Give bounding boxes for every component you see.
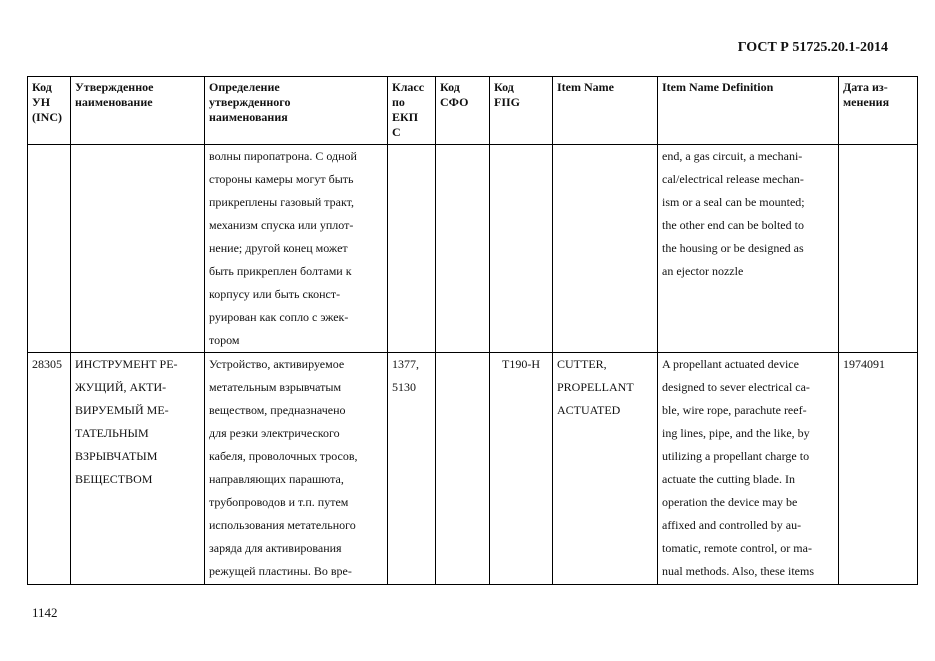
cell-change-date <box>839 145 918 353</box>
cell-sfo-code <box>436 353 490 585</box>
cell-item-name-definition: end, a gas circuit, a mechani- cal/electrical release mechan- ism or a seal can be mounted; the other end can be bolted to the housing or be designed as an ejector nozzle <box>658 145 839 353</box>
catalog-table <box>27 76 918 585</box>
cell-sfo-code <box>436 145 490 353</box>
standard-designation: ГОСТ Р 51725.20.1-2014 <box>737 40 888 55</box>
cell-ekps-class <box>388 145 436 353</box>
table-row <box>28 353 918 585</box>
cell-ekps-class: 1377, 5130 <box>388 353 436 585</box>
cell-inc <box>28 145 71 353</box>
table-row <box>28 145 918 353</box>
cell-fiig-code: T190-H <box>490 353 553 585</box>
cell-item-name: CUTTER, PROPELLANT ACTUATED <box>553 353 658 585</box>
cell-item-name <box>553 145 658 353</box>
cell-definition-ru: Устройство, активируемое метательным взрывчатым веществом, предназначено для резки электрического кабеля, проволочных тросов, направляющих парашюта, трубопроводов и т.п. путем использования метательного заряда для активирования режущей пластины. Во вре- <box>205 353 388 585</box>
col-header-change-date: Дата из- менения <box>839 77 918 145</box>
cell-approved-name <box>71 145 205 353</box>
col-header-inc: Код УН (INC) <box>28 77 71 145</box>
col-header-approved-name: Утвержденное наименование <box>71 77 205 145</box>
cell-inc: 28305 <box>28 353 71 585</box>
col-header-item-name-definition: Item Name Definition <box>658 77 839 145</box>
cell-item-name-definition: A propellant actuated device designed to sever electrical ca- ble, wire rope, parachute reef- ing lines, pipe, and the like, by utilizing a propellant charge to actuate the cutting blade. In operation the device may be affixed and controlled by au- tomatic, remote control, or ma- nual methods. Also, these items <box>658 353 839 585</box>
cell-definition-ru: волны пиропатрона. С одной стороны камеры могут быть прикреплены газовый тракт, механизм спуска или уплот- нение; другой конец может быть прикреплен болтами к корпусу или быть сконст- руирован как сопло с эжек- тором <box>205 145 388 353</box>
cell-fiig-code <box>490 145 553 353</box>
col-header-ekps-class: Класс по ЕКП С <box>388 77 436 145</box>
page-number: 1142 <box>32 605 58 620</box>
cell-approved-name: ИНСТРУМЕНТ РЕ- ЖУЩИЙ, АКТИ- ВИРУЕМЫЙ МЕ- ТАТЕЛЬНЫМ ВЗРЫВЧАТЫМ ВЕЩЕСТВОМ <box>71 353 205 585</box>
col-header-item-name: Item Name <box>553 77 658 145</box>
col-header-fiig-code: Код FIIG <box>490 77 553 145</box>
col-header-definition: Определение утвержденного наименования <box>205 77 388 145</box>
table-header-row <box>28 77 918 145</box>
cell-change-date: 1974091 <box>839 353 918 585</box>
col-header-sfo-code: Код СФО <box>436 77 490 145</box>
